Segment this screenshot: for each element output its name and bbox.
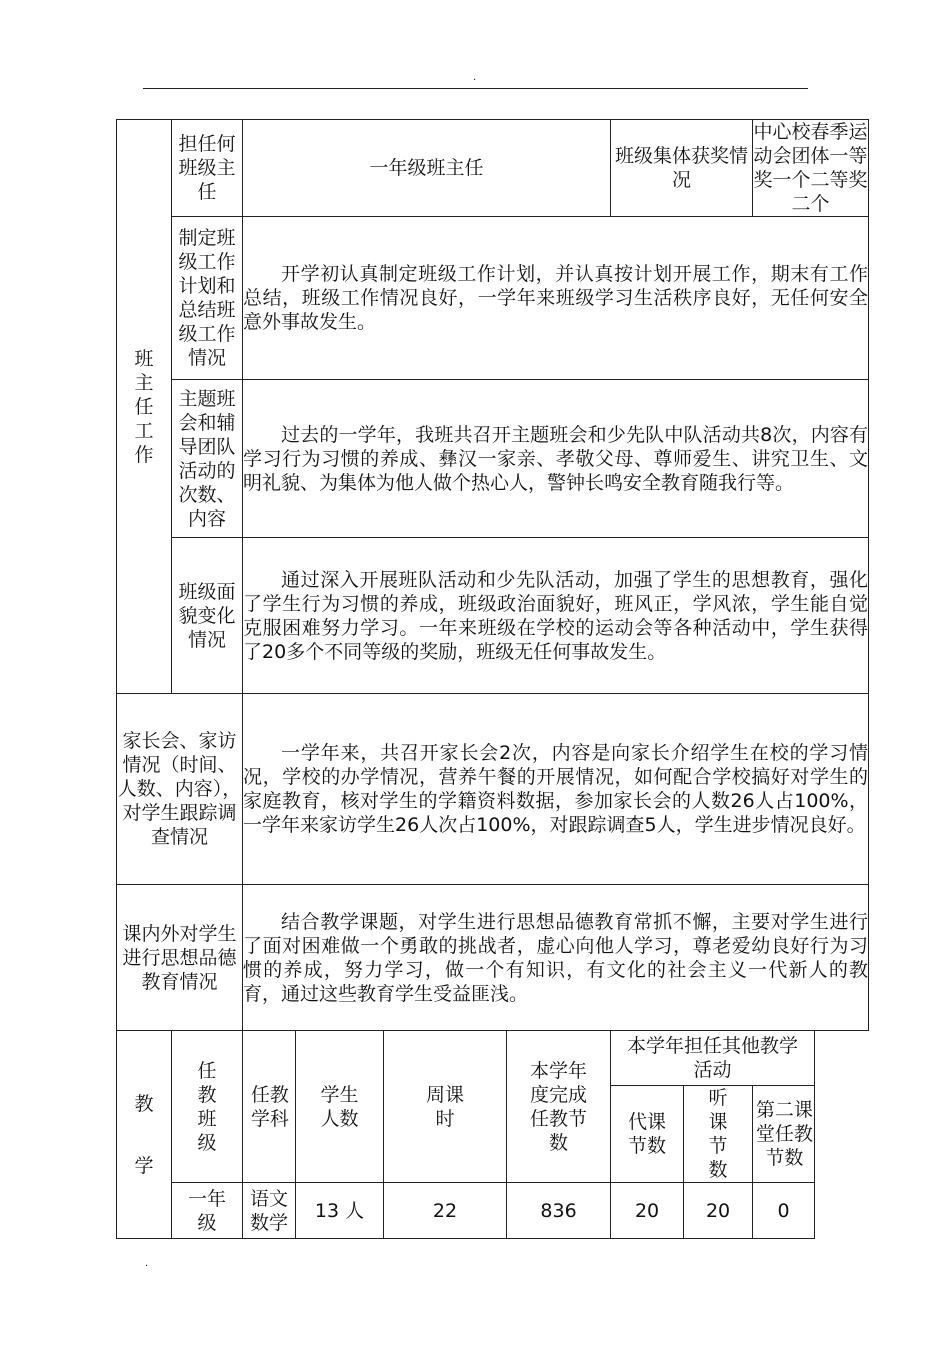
row-subject-line2: 数学 [250, 1211, 289, 1234]
work-plan-label: 制定班级工作计划和总结班级工作情况 [172, 217, 243, 380]
class-award-label: 班级集体获奖情况 [611, 120, 753, 217]
header-observe-text: 听课节数 [708, 1087, 728, 1181]
row-observe: 20 [684, 1183, 753, 1239]
moral-education-label: 课内外对学生进行思想品德教育情况 [117, 885, 243, 1031]
header-other-activities: 本学年担任其他教学活动 [611, 1031, 815, 1086]
parent-meeting-label: 家长会、家访情况（时间、人数、内容），对学生跟踪调查情况 [117, 694, 243, 885]
header-weekly [384, 1031, 507, 1183]
row-subject [243, 1183, 296, 1239]
header-second-classroom [753, 1086, 815, 1183]
header-rule [143, 88, 808, 89]
parent-meeting-content: 一学年来，共召开家长会2次，内容是向家长介绍学生在校的学习情况，学校的办学情况，营养午餐的开展情况，如何配合学校搞好对学生的家庭教育，核对学生的学籍资料数据，参加家长会的人数26人占100%，一学年来家访学生26人次占100%，对跟踪调查5人，学生进步情况良好。 [243, 694, 869, 885]
header-subject-text: 任教学科 [250, 1083, 289, 1130]
moral-education-content: 结合教学课题，对学生进行思想品德教育常抓不懈，主要对学生进行了面对困难做一个勇敢的挑战者，虚心向他人学习，尊老爱幼良好行为习惯的养成，努力学习，做一个有知识，有文化的社会主义一代新人的教育，通过这些教育学生受益匪浅。 [243, 885, 869, 1031]
row-subject-line1: 语文 [250, 1187, 289, 1210]
class-meeting-content: 过去的一学年，我班共召开主题班会和少先队中队活动共8次，内容有学习行为习惯的养成、彝汉一家亲、孝敬父母、尊师爱生、讲究卫生、文明礼貌、为集体为他人做个热心人，警钟长鸣安全教育随我行等。 [243, 380, 869, 538]
header-students: 学生 人数 [296, 1031, 384, 1183]
work-plan-content: 开学初认真制定班级工作计划，并认真按计划开展工作，期末有工作总结，班级工作情况良好，一学年来班级学习生活秩序良好，无任何安全意外事故发生。 [243, 217, 869, 380]
header-observe [684, 1086, 753, 1183]
row-weekly: 22 [384, 1183, 507, 1239]
bottom-mark: . [145, 1258, 149, 1269]
section-label-head-teacher [117, 120, 172, 694]
row-substitute: 20 [611, 1183, 684, 1239]
class-meeting-label: 主题班会和辅导团队活动的次数、内容 [172, 380, 243, 538]
header-class-text: 任教班级 [197, 1059, 217, 1154]
row-students: 13 人 [296, 1183, 384, 1239]
class-assigned-label: 担任何班级主任 [172, 120, 243, 217]
header-class [172, 1031, 243, 1183]
header-completed [507, 1031, 611, 1183]
row-class-text: 一年级 [188, 1187, 227, 1234]
class-award-value: 中心校春季运动会团体一等奖一个二等奖二个 [753, 121, 868, 215]
class-assigned-value: 一年级班主任 [243, 120, 611, 217]
teaching-label-line1: 教 [134, 1092, 154, 1115]
teaching-label [117, 1031, 172, 1239]
header-second-text: 第二课堂任教节数 [755, 1099, 813, 1169]
header-substitute-text: 代课节数 [628, 1111, 667, 1157]
class-change-label: 班级面貌变化情况 [172, 538, 243, 694]
header-weekly-text: 周课时 [426, 1083, 465, 1130]
header-completed-text: 本学年度完成任教节数 [530, 1059, 588, 1154]
section-label-text: 班主任工作 [134, 347, 154, 466]
row-completed: 836 [507, 1183, 611, 1239]
teacher-work-form [116, 119, 869, 1239]
header-subject [243, 1031, 296, 1183]
row-class [172, 1183, 243, 1239]
teaching-label-line2: 学 [134, 1154, 154, 1177]
header-substitute [611, 1086, 684, 1183]
class-change-content: 通过深入开展班队活动和少先队活动，加强了学生的思想教育，强化了学生行为习惯的养成，班级政治面貌好，班风正，学风浓，学生能自觉克服困难努力学习。一年来班级在学校的运动会等各种活动中，学生获得了20多个不同等级的奖励，班级无任何事故发生。 [243, 538, 869, 694]
row-second: 0 [753, 1183, 815, 1239]
top-mark: . [473, 72, 477, 83]
